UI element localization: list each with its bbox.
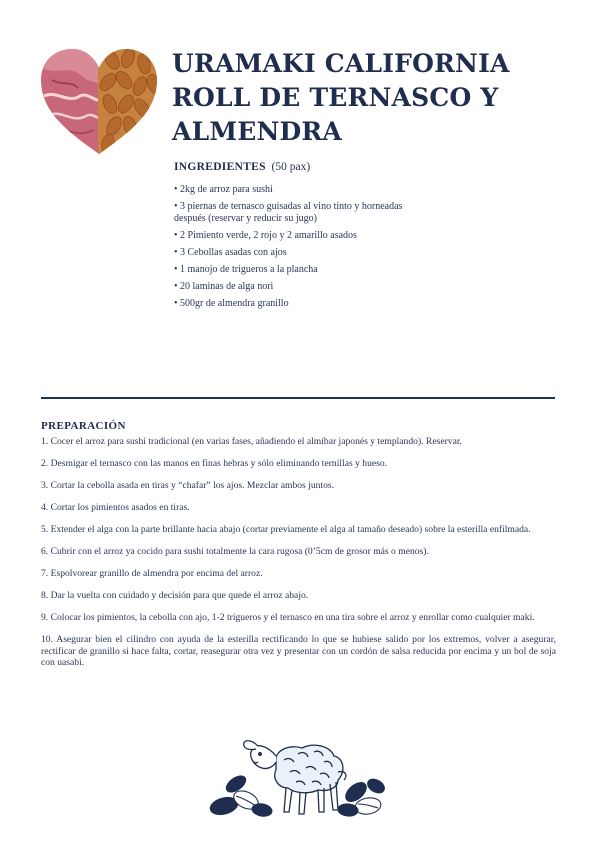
- ingredients-title: INGREDIENTES: [174, 161, 266, 173]
- preparation-step: 3. Cortar la cebolla asada en tiras y “chafar” los ajos. Mezclar ambos juntos.: [41, 480, 335, 491]
- preparation-step: 7. Espolvorear granillo de almendra por encima del arroz.: [41, 568, 263, 579]
- ingredient-item: • 3 Cebollas asadas con ajos: [174, 247, 434, 259]
- ingredients-list: [174, 184, 434, 315]
- ingredients-servings: (50 pax): [271, 161, 311, 173]
- title-line-1: URAMAKI CALIFORNIA: [172, 49, 510, 78]
- preparation-step: 8. Dar la vuelta con cuidado y decisión para que quede el arroz abajo.: [41, 590, 309, 601]
- section-divider: [41, 397, 555, 399]
- ingredient-item: • 1 manojo de trigueros a la plancha: [174, 264, 434, 276]
- recipe-title: [172, 47, 572, 149]
- preparation-step: 5. Extender el alga con la parte brillante hacia abajo (cortar previamente el alga al tamaño deseado) sobre la esterilla enfilmada.: [41, 524, 531, 535]
- preparation-step: 1. Cocer el arroz para sushi tradicional (en varias fases, añadiendo el almíbar japonés y templando). Reservar.: [41, 436, 462, 447]
- ingredients-heading: [174, 161, 310, 173]
- preparation-step: 6. Cubrir con el arroz ya cocido para sushi totalmente la cara rugosa (0’5cm de grosor más o menos).: [41, 546, 429, 557]
- ingredient-item: • 500gr de almendra granillo: [174, 298, 434, 310]
- title-line-2: ROLL DE TERNASCO Y: [172, 83, 499, 112]
- meat-almond-heart-icon: [38, 46, 160, 158]
- ingredient-item: • 2kg de arroz para sushi: [174, 184, 434, 196]
- ingredient-item: • 3 piernas de ternasco guisadas al vino tinto y horneadas después (reservar y reducir su jugo): [174, 201, 434, 224]
- ingredient-item: • 20 laminas de alga nori: [174, 281, 434, 293]
- preparation-steps: [41, 436, 556, 679]
- preparation-heading: PREPARACIÓN: [41, 420, 126, 432]
- lamb-almonds-illustration-icon: [206, 722, 386, 818]
- preparation-step: 9. Colocar los pimientos, la cebolla con ajo, 1-2 trigueros y el ternasco en una tira sobre el arroz y enrollar como cualquier maki.: [41, 612, 535, 623]
- preparation-step: 4. Cortar los pimientos asados en tiras.: [41, 502, 190, 513]
- preparation-step: 10. Asegurar bien el cilindro con ayuda de la esterilla rectificando lo que se hubiese salido por los extremos, volver a asegurar, rectificar de granillo si hace falta, cortar, reasegurar otra vez y presentar con un cordón de salsa reducida por encima y un bol de soja con uasabi.: [41, 634, 556, 668]
- ingredient-item: • 2 Pimiento verde, 2 rojo y 2 amarillo asados: [174, 230, 434, 242]
- preparation-step: 2. Desmigar el ternasco con las manos en finas hebras y sólo eliminando ternillas y hueso.: [41, 458, 388, 469]
- title-line-3: ALMENDRA: [172, 117, 343, 146]
